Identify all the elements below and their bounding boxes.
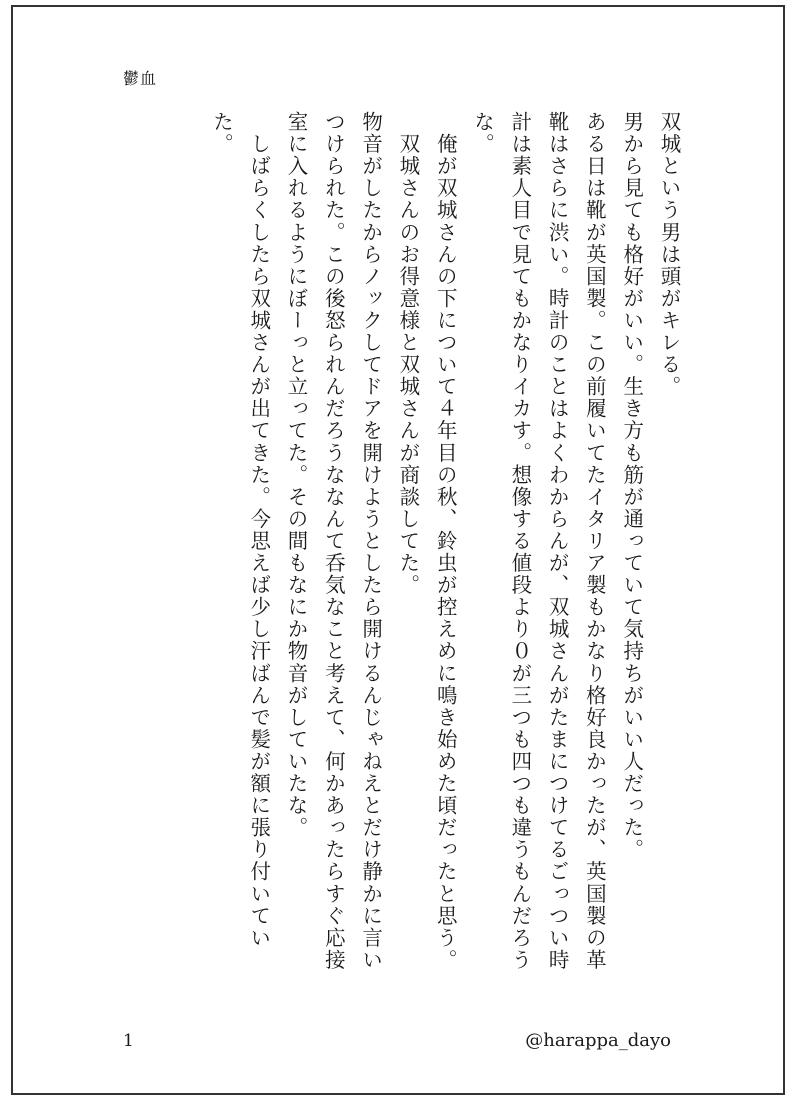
running-title: 鬱血 xyxy=(123,69,158,88)
paragraph-3: ある日は靴が英国製。この前履いてたイタリア製もかなり格好良かったが、英国製の革靴はさらに渋い。時計のことはよくわからんが、双城さんがたまにつけてるごっつい時計は素人目で見てもかなりイカす。想像する値段より０が三つも四つも違うもんだろうな。 xyxy=(470,111,607,971)
body-text xyxy=(202,111,687,991)
page-number: 1 xyxy=(123,1031,134,1051)
page-frame xyxy=(11,5,785,1095)
paragraph-1: 双城という男は頭がキレる。 xyxy=(657,111,681,398)
paragraph-5: 双城さんのお得意様と双城さんが商談してた。 xyxy=(395,111,420,597)
paragraph-2: 男から見ても格好がいい。生き方も筋が通っていて気持ちがいい人だった。 xyxy=(619,111,644,861)
paragraph-4: 俺が双城さんの下について４年目の秋、鈴虫が控えめに鳴き始めた頃だったと思う。 xyxy=(433,111,458,971)
author-handle: @harappa_dayo xyxy=(525,1030,671,1051)
paragraph-7: しばらくしたら双城さんが出てきた。今思えば少し汗ばんで髪が額に張り付いていた。 xyxy=(209,111,271,949)
paragraph-6: 物音がしたからノックしてドアを開けようとしたら開けるんじゃねえとだけ静かに言いつけられた。この後怒られんだろうななんて呑気なこと考えて、何かあったらすぐ応接室に入れるようにぼーっと立ってた。その間もなにか物音がしていたな。 xyxy=(284,111,383,971)
